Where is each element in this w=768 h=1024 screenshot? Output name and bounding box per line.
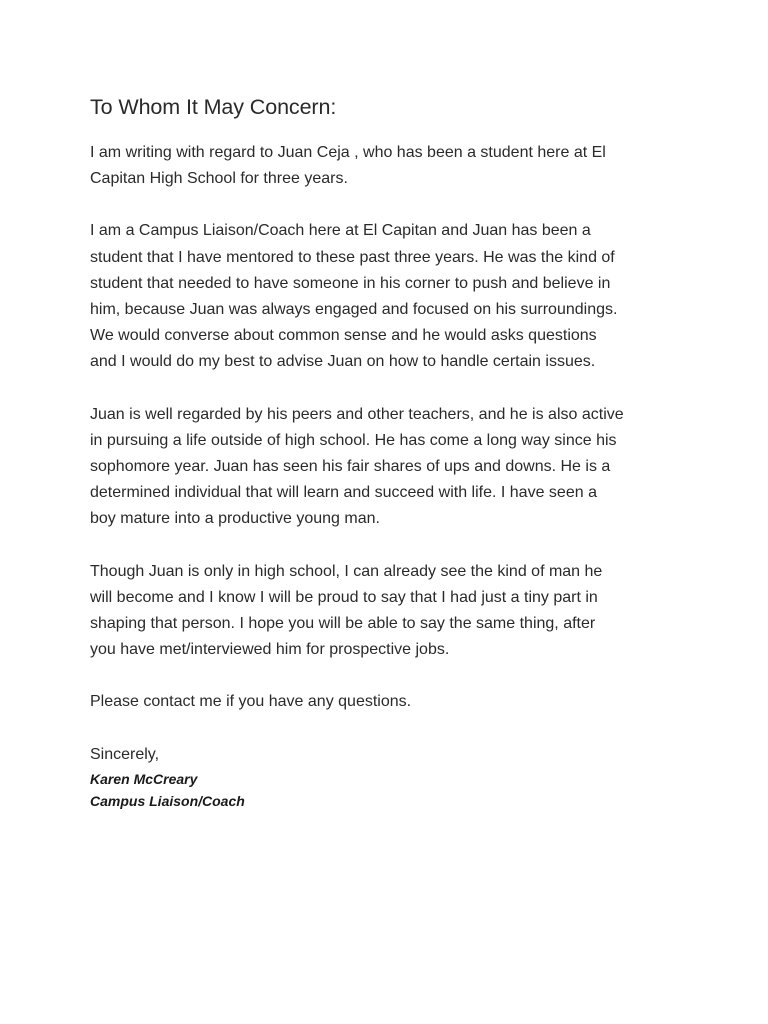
paragraph-2 xyxy=(90,218,680,375)
paragraph-3 xyxy=(90,402,680,533)
signature-title: Campus Liaison/Coach xyxy=(90,792,245,809)
paragraph-line: determined individual that will learn and succeed with life. I have seen a xyxy=(90,484,597,502)
paragraph-line: boy mature into a productive young man. xyxy=(90,510,380,528)
paragraph-line: student that needed to have someone in his corner to push and believe in xyxy=(90,274,611,292)
paragraph-line: Juan is well regarded by his peers and other teachers, and he is also active xyxy=(90,405,624,423)
paragraph-line: I am a Campus Liaison/Coach here at El Capitan and Juan has been a xyxy=(90,222,591,240)
paragraph-line: and I would do my best to advise Juan on how to handle certain issues. xyxy=(90,353,596,371)
paragraph-line: Please contact me if you have any questions. xyxy=(90,693,412,711)
paragraph-4 xyxy=(90,559,680,664)
paragraph-line: in pursuing a life outside of high school. He has come a long way since his xyxy=(90,431,617,449)
paragraph-line: Capitan High School for three years. xyxy=(90,170,348,188)
paragraph-line: you have met/interviewed him for prospective jobs. xyxy=(90,641,450,659)
paragraph-line: I am writing with regard to Juan Ceja , who has been a student here at El xyxy=(90,144,606,161)
paragraph-line: him, because Juan was always engaged and focused on his surroundings. xyxy=(90,301,618,319)
paragraph-1 xyxy=(90,140,680,192)
paragraph-line: shaping that person. I hope you will be able to say the same thing, after xyxy=(90,615,596,633)
closing: Sincerely, xyxy=(90,745,160,763)
paragraph-line: will become and I know I will be proud to say that I had just a tiny part in xyxy=(90,588,598,606)
paragraph-line: student that I have mentored to these past three years. He was the kind of xyxy=(90,248,615,266)
paragraph-line: sophomore year. Juan has seen his fair shares of ups and downs. He is a xyxy=(90,458,611,476)
letter-page xyxy=(90,92,680,812)
paragraph-line: Though Juan is only in high school, I can already see the kind of man he xyxy=(90,562,603,580)
paragraph-5 xyxy=(90,689,680,715)
paragraph-line: We would converse about common sense and he would asks questions xyxy=(90,327,597,345)
salutation: To Whom It May Concern: xyxy=(90,95,337,119)
signature-name: Karen McCreary xyxy=(90,770,198,787)
